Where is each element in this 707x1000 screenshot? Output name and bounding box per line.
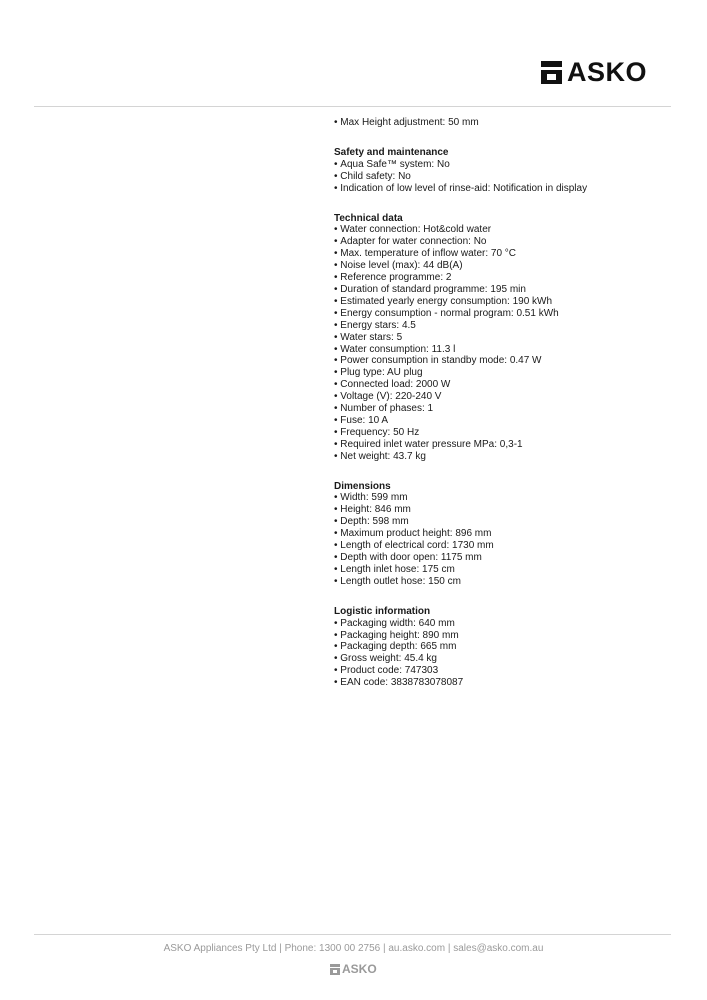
list-item: • Packaging height: 890 mm bbox=[334, 630, 684, 642]
list-item: • Frequency: 50 Hz bbox=[334, 427, 684, 439]
list-item: • Reference programme: 2 bbox=[334, 272, 684, 284]
intro-list bbox=[334, 117, 684, 129]
spec-section bbox=[334, 606, 684, 689]
list-item: • Packaging depth: 665 mm bbox=[334, 641, 684, 653]
list-item: • Noise level (max): 44 dB(A) bbox=[334, 260, 684, 272]
footer-logo-text: ASKO bbox=[342, 962, 377, 976]
list-item: • Net weight: 43.7 kg bbox=[334, 451, 684, 463]
list-item: • Required inlet water pressure MPa: 0,3-1 bbox=[334, 439, 684, 451]
list-item: • Max Height adjustment: 50 mm bbox=[334, 117, 684, 129]
list-item: • Adapter for water connection: No bbox=[334, 236, 684, 248]
list-item: • Max. temperature of inflow water: 70 °C bbox=[334, 248, 684, 260]
list-item: • Water consumption: 11.3 l bbox=[334, 344, 684, 356]
list-item: • Connected load: 2000 W bbox=[334, 379, 684, 391]
list-item: • Product code: 747303 bbox=[334, 665, 684, 677]
list-item: • Length outlet hose: 150 cm bbox=[334, 576, 684, 588]
footer-logo-icon bbox=[330, 964, 340, 975]
asko-logo bbox=[541, 59, 647, 86]
spec-list bbox=[334, 224, 684, 462]
spec-sections bbox=[334, 147, 684, 689]
list-item: • Maximum product height: 896 mm bbox=[334, 528, 684, 540]
list-item: • Power consumption in standby mode: 0.47 W bbox=[334, 355, 684, 367]
list-item: • Depth: 598 mm bbox=[334, 516, 684, 528]
spec-content bbox=[334, 117, 684, 689]
section-title: Technical data bbox=[334, 212, 403, 224]
section-title: Safety and maintenance bbox=[334, 146, 449, 158]
list-item: • Number of phases: 1 bbox=[334, 403, 684, 415]
list-item: • Packaging width: 640 mm bbox=[334, 618, 684, 630]
spec-section bbox=[334, 213, 684, 463]
list-item: • Gross weight: 45.4 kg bbox=[334, 653, 684, 665]
list-item: • Length of electrical cord: 1730 mm bbox=[334, 540, 684, 552]
list-item: • EAN code: 3838783078087 bbox=[334, 677, 684, 689]
list-item: • Indication of low level of rinse-aid: Notification in display bbox=[334, 183, 684, 195]
list-item: • Height: 846 mm bbox=[334, 504, 684, 516]
list-item: • Depth with door open: 1175 mm bbox=[334, 552, 684, 564]
list-item: • Plug type: AU plug bbox=[334, 367, 684, 379]
section-title: Logistic information bbox=[334, 605, 431, 617]
spec-section bbox=[334, 147, 684, 195]
list-item: • Energy consumption - normal program: 0.51 kWh bbox=[334, 308, 684, 320]
spec-list bbox=[334, 618, 684, 689]
list-item: • Fuse: 10 A bbox=[334, 415, 684, 427]
list-item: • Aqua Safe™ system: No bbox=[334, 159, 684, 171]
list-item: • Voltage (V): 220-240 V bbox=[334, 391, 684, 403]
asko-logo-icon bbox=[541, 61, 562, 84]
list-item: • Energy stars: 4.5 bbox=[334, 320, 684, 332]
footer-contact: ASKO Appliances Pty Ltd | Phone: 1300 00 2756 | au.asko.com | sales@asko.com.au bbox=[163, 943, 544, 954]
list-item: • Child safety: No bbox=[334, 171, 684, 183]
section-title: Dimensions bbox=[334, 480, 391, 492]
list-item: • Length inlet hose: 175 cm bbox=[334, 564, 684, 576]
list-item: • Water stars: 5 bbox=[334, 332, 684, 344]
list-item: • Water connection: Hot&cold water bbox=[334, 224, 684, 236]
footer-logo bbox=[330, 963, 377, 975]
footer-divider bbox=[34, 934, 671, 935]
list-item: • Width: 599 mm bbox=[334, 492, 684, 504]
header-divider bbox=[34, 106, 671, 107]
spec-list bbox=[334, 492, 684, 587]
logo-text: ASKO bbox=[567, 57, 648, 87]
spec-section bbox=[334, 481, 684, 588]
spec-list bbox=[334, 159, 684, 195]
list-item: • Estimated yearly energy consumption: 190 kWh bbox=[334, 296, 684, 308]
list-item: • Duration of standard programme: 195 min bbox=[334, 284, 684, 296]
